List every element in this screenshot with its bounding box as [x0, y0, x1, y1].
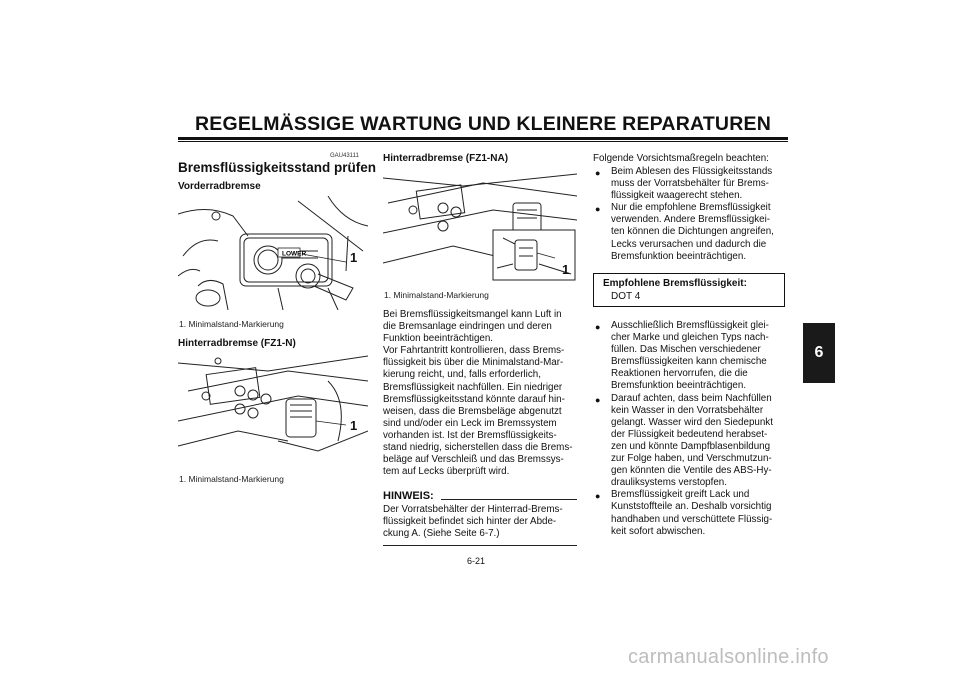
lower-mark-label: LOWER [282, 250, 307, 258]
hinweis-line: ckung A. (Siehe Seite 6-7.) [383, 528, 500, 540]
bullet-dot-icon: ● [595, 491, 601, 502]
body-line: vorhanden ist. Ist der Bremsflüssigkeits- [383, 429, 557, 441]
front-callout-number: 1 [350, 250, 358, 265]
body-line: Bremsflüssigkeitsstand könnte darauf hin- [383, 393, 565, 405]
precautions-list-b [593, 320, 793, 538]
body-line: kierung reicht, und, falls erforderlich, [383, 369, 541, 381]
body-line: Vor Fahrtantritt kontrollieren, dass Brems- [383, 345, 565, 357]
rear-n-caption: 1. Minimalstand-Markierung [179, 474, 284, 484]
body-paragraph [383, 309, 579, 478]
chapter-tab: 6 [803, 323, 835, 383]
body-line: die Bremsanlage eindringen und deren [383, 321, 552, 333]
body-line: stand niedrig, sicherstellen dass die Brems- [383, 442, 573, 454]
rear-na-heading: Hinterradbremse (FZ1-NA) [383, 153, 509, 164]
hinweis-text [383, 504, 579, 540]
watermark: carmanualsonline.info [628, 646, 829, 668]
body-line: sind und/oder ein Leck im Bremssystem [383, 417, 557, 429]
bullet-dot-icon: ● [595, 168, 601, 178]
precautions-intro: Folgende Vorsichtsmaßregeln beachten: [593, 153, 769, 164]
rear-n-callout-number: 1 [350, 418, 358, 433]
list-item: ● Ausschließlich Bremsflüssigkeit glei- cher Marke und gleichen Typs nach- füllen. Das Mischen verschiedener Bremsflüssigkeiten kann chemische Reaktionen hervorrufen, die die Bremsfunktion beeinträchtigen. [595, 320, 769, 392]
rear-na-callout-number: 1 [562, 262, 570, 277]
bullet-dot-icon: ● [595, 204, 601, 215]
front-brake-reservoir-illustration [178, 196, 368, 310]
bullet-dot-icon: ● [595, 322, 601, 332]
list-item: ● Nur die empfohlene Bremsflüssigkeit verwenden. Andere Bremsflüssigkei- ten können die Dichtungen angreifen, Lecks verursachen und dadurch die Bremsfunktion beeinträchtigen. [595, 202, 774, 262]
list-item: ● Beim Ablesen des Flüssigkeitsstands muss der Vorratsbehälter für Brems- flüssigkeit waagerecht stehen. [595, 166, 773, 202]
body-line: Bei Bremsflüssigkeitsmangel kann Luft in [383, 309, 562, 320]
hinweis-line: Der Vorratsbehälter der Hinterrad-Brems- [383, 504, 563, 515]
recommended-fluid-title: Empfohlene Bremsflüssigkeit: [603, 278, 747, 289]
body-line: beläge auf Verschleiß und das Bremssys- [383, 454, 564, 466]
hinweis-end-rule [383, 545, 577, 546]
body-line: tem auf Lecks überprüft wird. [383, 466, 510, 478]
list-item: ● Darauf achten, dass beim Nachfüllen kein Wasser in den Vorratsbehälter gelangt. Wasser wird den Siedepunkt der Flüssigkeit bedeutend herabset- zen und könnte Dampfblasenbildung zur Folge haben, und Verschmutzun- gen könnten die Ventile des ABS-Hy- drauliksystems verstopfen. [595, 392, 773, 489]
list-item: ● Bremsflüssigkeit greift Lack und Kunststoffteile an. Deshalb vorsichtig handhaben und verschüttete Flüssig- keit sofort abwischen. [595, 489, 773, 537]
section-title: Bremsflüssigkeitsstand prüfen [178, 160, 377, 175]
rear-brake-n-illustration [178, 351, 368, 465]
front-caption: 1. Minimalstand-Markierung [179, 319, 284, 329]
front-brake-heading: Vorderradbremse [178, 181, 261, 192]
page-header-title: REGELMÄSSIGE WARTUNG UND KLEINERE REPARATUREN [195, 113, 771, 135]
body-line: weisen, dass die Bremsbeläge abgenutzt [383, 405, 562, 417]
recommended-fluid-value: DOT 4 [611, 291, 641, 302]
rear-n-heading: Hinterradbremse (FZ1-N) [178, 338, 296, 349]
hinweis-rule [441, 499, 577, 500]
header-rule-thin [178, 141, 788, 142]
rear-na-caption: 1. Minimalstand-Markierung [384, 290, 489, 300]
precautions-list-a [593, 166, 793, 263]
hinweis-line: flüssigkeit befindet sich hinter der Abde- [383, 516, 557, 528]
recommended-fluid-box [593, 273, 785, 307]
header-rule-thick [178, 137, 788, 140]
rear-brake-na-illustration [383, 168, 577, 283]
page-number: 6-21 [467, 556, 486, 566]
body-line: Bremsflüssigkeit nachfüllen. Ein niedriger [383, 381, 563, 393]
bullet-dot-icon: ● [595, 394, 601, 405]
body-line: Funktion beeinträchtigen. [383, 333, 494, 345]
hinweis-heading: HINWEIS: [383, 490, 434, 502]
body-line: flüssigkeit bis über die Minimalstand-Mar- [383, 357, 564, 369]
section-code: GAU43111 [330, 153, 359, 159]
